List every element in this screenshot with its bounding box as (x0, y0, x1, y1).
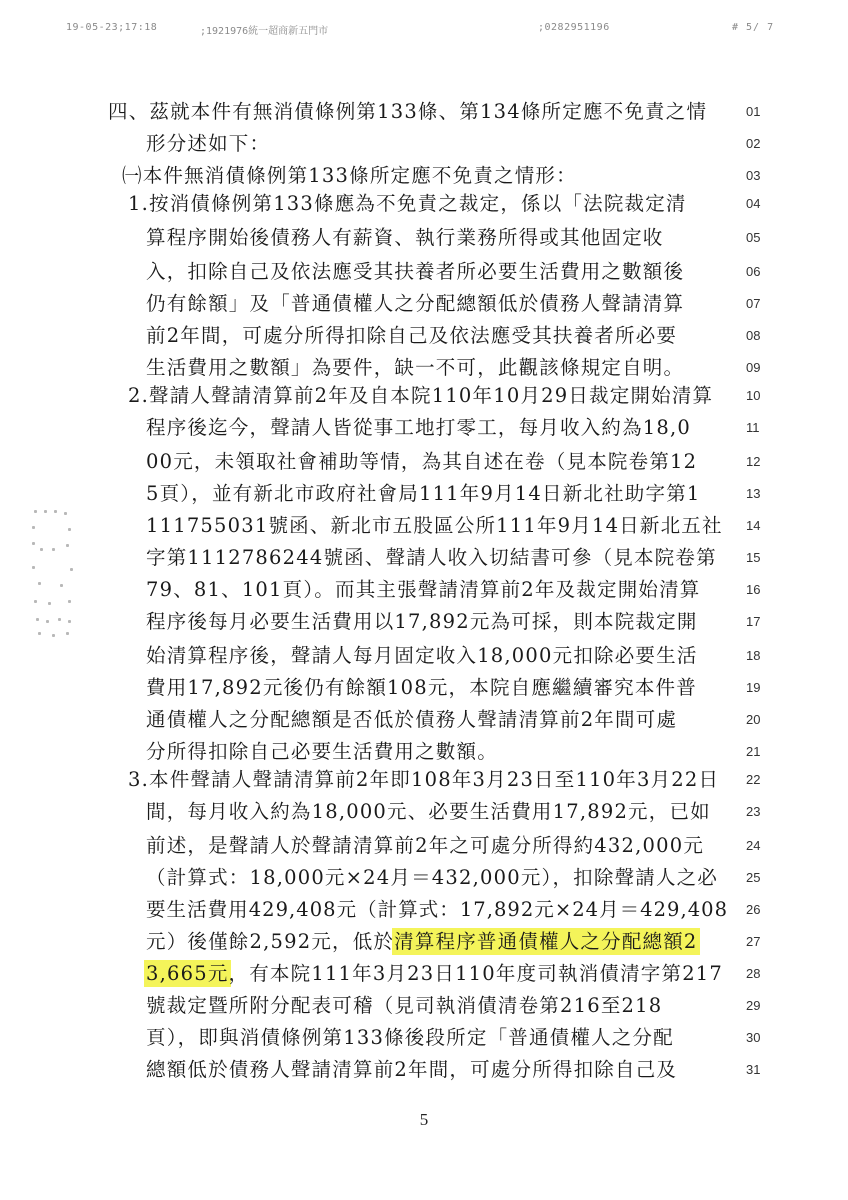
line-text-main: 間，每月收入約為18,000元、必要生活費用17,892元，已如 (146, 800, 711, 823)
document-line (0, 222, 848, 256)
line-text (146, 707, 677, 733)
line-number: 22 (746, 772, 761, 787)
line-text-main: 程序後每月必要生活費用以17,892元為可採，則本院裁定開 (146, 610, 698, 633)
line-number: 13 (746, 486, 761, 501)
line-number: 26 (746, 902, 761, 917)
line-text (146, 833, 704, 859)
line-text (146, 259, 684, 285)
line-text (146, 513, 723, 539)
line-text-main: 仍有餘額」及「普通債權人之分配總額低於債務人聲請清算 (146, 292, 685, 315)
line-text (146, 643, 698, 669)
line-text (128, 383, 713, 409)
line-number: 23 (746, 804, 761, 819)
line-text (146, 545, 717, 571)
document-line (0, 958, 848, 992)
document-line (0, 320, 848, 354)
line-number: 06 (746, 264, 761, 279)
line-number: 09 (746, 360, 761, 375)
document-line (0, 188, 848, 222)
document-line (0, 862, 848, 896)
fax-page-count: # 5/ 7 (732, 22, 775, 33)
document-line (0, 606, 848, 640)
document-line (0, 446, 848, 480)
document-line (0, 478, 848, 512)
line-text-main: 5頁），並有新北市政府社會局111年9月14日新北社助字第1 (146, 482, 701, 505)
line-text-main: 字第1112786244號函、聲請人收入切結書可參（見本院卷第 (146, 546, 717, 569)
line-number: 12 (746, 454, 761, 469)
line-number: 31 (746, 1062, 761, 1077)
line-number: 19 (746, 680, 761, 695)
line-number: 05 (746, 230, 761, 245)
line-number: 10 (746, 388, 761, 403)
document-line (0, 96, 848, 130)
document-line (0, 796, 848, 830)
fax-header (0, 22, 848, 36)
document-line (0, 288, 848, 322)
line-number: 27 (746, 934, 761, 949)
fax-timestamp: 19-05-23;17:18 (66, 22, 158, 33)
line-text-main: 通債權人之分配總額是否低於債務人聲請清算前2年間可處 (146, 708, 678, 731)
line-text (146, 1025, 674, 1051)
line-number: 25 (746, 870, 761, 885)
line-text (146, 415, 691, 441)
line-text-main: 前2年間，可處分所得扣除自己及依法應受其扶養者所必要 (146, 324, 678, 347)
line-number: 17 (746, 614, 761, 629)
line-text (146, 961, 723, 987)
line-text-after: ，有本院111年3月23日110年度司執消債清字第217 (228, 962, 724, 985)
line-text (128, 767, 719, 793)
line-text-main: 79、81、101頁）。而其主張聲請清算前2年及裁定開始清算 (146, 578, 701, 601)
line-number: 03 (746, 168, 761, 183)
line-number: 15 (746, 550, 761, 565)
line-number: 11 (746, 420, 760, 435)
line-text (146, 225, 664, 251)
document-line (0, 412, 848, 446)
line-text-main: 始清算程序後，聲請人每月固定收入18,000元扣除必要生活 (146, 644, 698, 667)
line-text (146, 291, 684, 317)
line-text (146, 739, 498, 765)
line-text-main: 形分述如下： (146, 132, 271, 155)
line-text (146, 609, 698, 635)
line-text-main: 3.本件聲請人聲請清算前2年即108年3月23日至110年3月22日 (128, 768, 720, 791)
line-number: 04 (746, 196, 761, 211)
line-number: 20 (746, 712, 761, 727)
document-line (0, 640, 848, 674)
highlighted-text: 3,665元 (146, 962, 229, 985)
line-text-main: 算程序開始後債務人有薪資、執行業務所得或其他固定收 (146, 226, 664, 249)
document-line (0, 926, 848, 960)
document-line (0, 1054, 848, 1088)
line-text-main: 2.聲請人聲請清算前2年及自本院110年10月29日裁定開始清算 (128, 384, 714, 407)
document-line (0, 830, 848, 864)
line-number: 07 (746, 296, 761, 311)
document-line (0, 574, 848, 608)
line-text (128, 191, 687, 217)
document-line (0, 990, 848, 1024)
line-text-main: 費用17,892元後仍有餘額108元，本院自應繼續審究本件普 (146, 676, 697, 699)
line-text (146, 481, 701, 507)
line-text-main: 00元，未領取社會補助等情，為其自述在卷（見本院卷第12 (146, 450, 698, 473)
highlighted-text: 清算程序普通債權人之分配總額2 (394, 930, 698, 953)
document-line (0, 672, 848, 706)
line-text (146, 577, 701, 603)
document-line (0, 542, 848, 576)
line-text-main: 生活費用之數額」為要件，缺一不可，此觀該條規定自明。 (146, 356, 685, 379)
line-number: 02 (746, 136, 761, 151)
line-number: 30 (746, 1030, 761, 1045)
line-text (146, 993, 662, 1019)
line-number: 14 (746, 518, 761, 533)
line-text (146, 355, 684, 381)
line-text (146, 1057, 677, 1083)
line-text-main: 元）後僅餘2,592元，低於 (146, 930, 395, 953)
document-line (0, 380, 848, 414)
line-number: 28 (746, 966, 761, 981)
document-line (0, 510, 848, 544)
line-text-main: 1.按消債條例第133條應為不免責之裁定，係以「法院裁定清 (128, 192, 687, 215)
line-text-main: 程序後迄今，聲請人皆從事工地打零工，每月收入約為18,0 (146, 416, 692, 439)
fax-sender: ;1921976統一超商新五門市 (200, 26, 329, 37)
document-line (0, 704, 848, 738)
line-text-main: （計算式：18,000元×24月＝432,000元），扣除聲請人之必 (146, 866, 719, 889)
line-text (146, 131, 270, 157)
line-text-main: 入，扣除自己及依法應受其扶養者所必要生活費用之數額後 (146, 260, 685, 283)
line-text (146, 799, 711, 825)
line-number: 16 (746, 582, 761, 597)
line-text (108, 99, 707, 125)
line-text (146, 865, 718, 891)
line-text-main: 前述，是聲請人於聲請清算前2年之可處分所得約432,000元 (146, 834, 705, 857)
line-number: 29 (746, 998, 761, 1013)
line-text (146, 323, 677, 349)
document-line (0, 128, 848, 162)
line-text (146, 449, 697, 475)
line-text-main: 四、茲就本件有無消債條例第133條、第134條所定應不免責之情 (108, 100, 708, 123)
line-number: 08 (746, 328, 761, 343)
document-line (0, 764, 848, 798)
line-number: 24 (746, 838, 761, 853)
document-line (0, 256, 848, 290)
page-number: 5 (419, 1110, 429, 1129)
document-line (0, 894, 848, 928)
line-text-main: 111755031號函、新北市五股區公所111年9月14日新北五社 (146, 514, 723, 537)
line-text-main: 頁），即與消債條例第133條後段所定「普通債權人之分配 (146, 1026, 674, 1049)
line-text-main: 總額低於債務人聲請清算前2年間，可處分所得扣除自己及 (146, 1058, 678, 1081)
line-text-main: 號裁定暨所附分配表可稽（見司執消債清卷第216至218 (146, 994, 663, 1017)
document-line (0, 1022, 848, 1056)
line-text (146, 929, 698, 955)
line-text (122, 163, 577, 189)
line-number: 21 (746, 744, 761, 759)
line-text-main: 分所得扣除自己必要生活費用之數額。 (146, 740, 498, 763)
line-text-main: ㈠本件無消債條例第133條所定應不免責之情形： (122, 164, 577, 187)
line-text (146, 675, 697, 701)
fax-phone: ;0282951196 (538, 22, 610, 33)
line-text-main: 要生活費用429,408元（計算式：17,892元×24月＝429,408 (146, 898, 729, 921)
line-number: 18 (746, 648, 761, 663)
line-number: 01 (746, 104, 761, 119)
line-text (146, 897, 728, 923)
